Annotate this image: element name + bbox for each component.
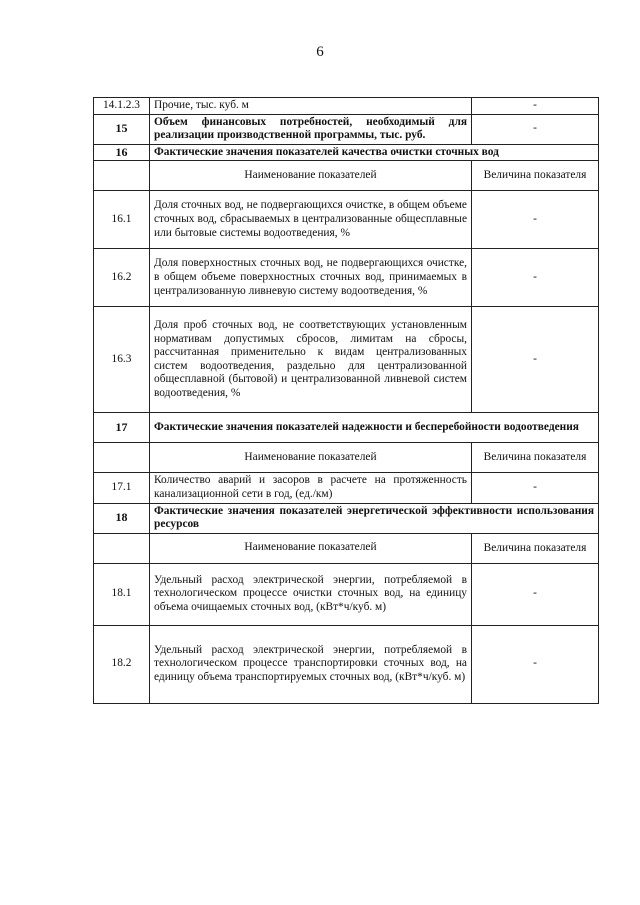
row-description: Объем финансовых потребностей, необходимый для реализации производственной программы, тыс. руб.: [150, 114, 472, 144]
table-row: [94, 114, 599, 144]
row-number: 16.1: [94, 191, 150, 249]
row-description: Количество аварий и засоров в расчете на протяженность канализационной сети в год, (ед./км): [150, 473, 472, 503]
table-row: [94, 191, 599, 249]
section-number: 18: [94, 503, 150, 533]
table-row: [94, 307, 599, 413]
section-row: [94, 503, 599, 533]
row-number: 16.3: [94, 307, 150, 413]
column-header-value: Величина показателя: [472, 443, 599, 473]
table-row: [94, 98, 599, 115]
section-number: 17: [94, 413, 150, 443]
row-value: -: [472, 473, 599, 503]
header-row: [94, 161, 599, 191]
indicators-table: [93, 97, 599, 704]
page-number: 6: [316, 44, 324, 60]
header-row: [94, 533, 599, 563]
column-header-value: Величина показателя: [472, 161, 599, 191]
row-number: 16.2: [94, 249, 150, 307]
row-value: -: [472, 563, 599, 625]
column-header-value: Величина показателя: [472, 533, 599, 563]
table-row: [94, 625, 599, 703]
row-number: 18.1: [94, 563, 150, 625]
empty-cell: [94, 443, 150, 473]
row-description: Удельный расход электрической энергии, потребляемой в технологическом процессе очистки сточных вод, на единицу объема очищаемых сточных вод, (кВт*ч/куб. м): [150, 563, 472, 625]
column-header-name: Наименование показателей: [150, 161, 472, 191]
table-row: [94, 473, 599, 503]
header-row: [94, 443, 599, 473]
row-number: 15: [94, 114, 150, 144]
column-header-name: Наименование показателей: [150, 533, 472, 563]
row-value: -: [472, 114, 599, 144]
row-value: -: [472, 98, 599, 115]
table-row: [94, 249, 599, 307]
row-number: 14.1.2.3: [94, 98, 150, 115]
row-description: Удельный расход электрической энергии, потребляемой в технологическом процессе транспортировки сточных вод, на единицу объема транспортируемых сточных вод, (кВт*ч/куб. м): [150, 625, 472, 703]
column-header-name: Наименование показателей: [150, 443, 472, 473]
row-value: -: [472, 191, 599, 249]
row-description: Прочие, тыс. куб. м: [150, 98, 472, 115]
empty-cell: [94, 533, 150, 563]
row-number: 18.2: [94, 625, 150, 703]
section-number: 16: [94, 144, 150, 161]
section-title: Фактические значения показателей надежности и бесперебойности водоотведения: [150, 413, 599, 443]
section-title: Фактические значения показателей энергетической эффективности использования ресурсов: [150, 503, 599, 533]
row-description: Доля проб сточных вод, не соответствующих установленным нормативам допустимых сбросов, лимитам на сбросы, рассчитанная применительно к видам централизованных систем водоотведения, раздельно для централизованной общесплавной (бытовой) и централизованной ливневой систем водоотведения, %: [150, 307, 472, 413]
row-value: -: [472, 307, 599, 413]
row-value: -: [472, 249, 599, 307]
empty-cell: [94, 161, 150, 191]
section-row: [94, 413, 599, 443]
row-number: 17.1: [94, 473, 150, 503]
section-title: Фактические значения показателей качества очистки сточных вод: [150, 144, 599, 161]
table-row: [94, 563, 599, 625]
row-description: Доля сточных вод, не подвергающихся очистке, в общем объеме сточных вод, сбрасываемых в централизованные общесплавные или бытовые системы водоотведения, %: [150, 191, 472, 249]
section-row: [94, 144, 599, 161]
row-value: -: [472, 625, 599, 703]
row-description: Доля поверхностных сточных вод, не подвергающихся очистке, в общем объеме поверхностных сточных вод, принимаемых в централизованную ливневую систему водоотведения, %: [150, 249, 472, 307]
